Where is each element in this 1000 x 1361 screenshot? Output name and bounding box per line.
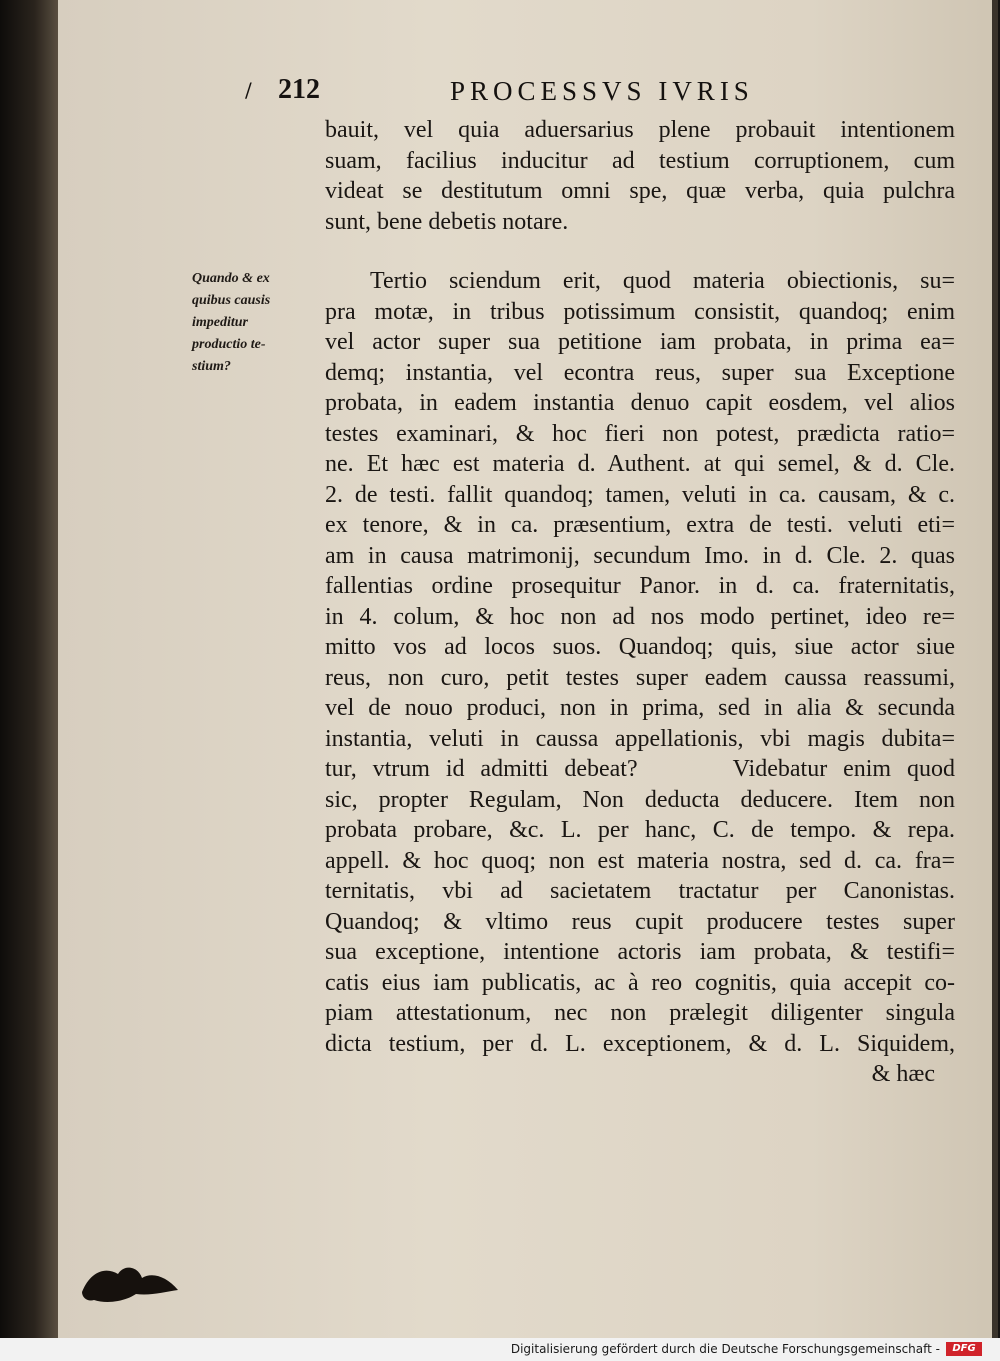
header-mark: / [245, 78, 252, 102]
body-text [325, 115, 955, 1090]
text-line: sunt, bene debetis notare. [325, 208, 569, 235]
ink-damage-blot [80, 1262, 180, 1308]
footer-credit: Digitalisierung gefördert durch die Deutsche Forschungsgemeinschaft - [510, 1342, 940, 1356]
text-line: in 4. colum, & hoc non ad nos modo pertinet, ideo re= [325, 603, 955, 630]
page-header [220, 72, 860, 112]
text-line: mitto vos ad locos suos. Quandoq; quis, siue actor siue [325, 634, 955, 660]
text-line: catis eius iam publicatis, ac à reo cognitis, quia accepit co- [325, 969, 955, 996]
text-line: reus, non curo, petit testes super eadem caussa reassumi, [325, 664, 955, 691]
text-line: sua exceptione, intentione actoris iam probata, & testifi= [325, 939, 955, 965]
text-line: piam attestationum, nec non prælegit diligenter singula [325, 1000, 955, 1026]
binding-gutter [0, 0, 58, 1338]
text-line: Tertio sciendum erit, quod materia obiectionis, su= [370, 268, 955, 294]
text-line: suam, facilius inducitur ad testium corruptionem, cum [325, 147, 955, 174]
dfg-logo: DFG [946, 1342, 982, 1356]
catchword: & hæc [871, 1061, 935, 1087]
margin-note-line: productio te- [192, 337, 266, 352]
text-line: dicta testium, per d. L. exceptionem, & d. L. Siquidem, [325, 1030, 955, 1057]
text-line: videat se destitutum omni spe, quæ verba, quia pulchra [325, 178, 955, 204]
paragraph-gap [325, 237, 955, 266]
margin-note [192, 268, 322, 378]
text-line: tur, vtrum id admitti debeat? Videbatur enim quod [325, 756, 955, 782]
page-edge [992, 0, 998, 1338]
text-line: 2. de testi. fallit quandoq; tamen, veluti in ca. causam, & c. [325, 481, 955, 508]
text-line: testes examinari, & hoc fieri non potest, prædicta ratio= [325, 420, 955, 447]
text-line: ternitatis, vbi ad sacietatem tractatur per Canonistas. [325, 878, 955, 904]
margin-note-line: quibus causis [192, 293, 271, 308]
running-title: PROCESSVS IVRIS [450, 76, 754, 106]
text-line: sic, propter Regulam, Non deducta deducere. Item non [325, 786, 955, 813]
digitization-footer [0, 1338, 1000, 1361]
text-line: probata probare, &c. L. per hanc, C. de tempo. & repa. [325, 817, 955, 843]
text-line: appell. & hoc quoq; non est materia nostra, sed d. ca. fra= [325, 847, 955, 874]
text-line: instantia, veluti in caussa appellationis, vbi magis dubita= [325, 725, 955, 752]
text-line: ne. Et hæc est materia d. Authent. at qui semel, & d. Cle. [325, 451, 955, 477]
text-line: probata, in eadem instantia denuo capit eosdem, vel alios [325, 390, 955, 416]
text-line: vel actor super sua petitione iam probata, in prima ea= [325, 329, 955, 355]
text-line: ex tenore, & in ca. præsentium, extra de testi. veluti eti= [325, 512, 955, 538]
margin-note-line: stium? [192, 359, 231, 374]
text-line: vel de nouo produci, non in prima, sed in alia & secunda [325, 695, 955, 721]
margin-note-line: Quando & ex [192, 271, 270, 286]
page-number: 212 [278, 74, 320, 105]
text-line: pra motæ, in tribus potissimum consistit, quandoq; enim [325, 298, 955, 325]
text-line: Quandoq; & vltimo reus cupit producere testes super [325, 908, 955, 935]
text-line: demq; instantia, vel econtra reus, super sua Exceptione [325, 359, 955, 386]
margin-note-line: impeditur [192, 315, 249, 330]
text-line: fallentias ordine prosequitur Panor. in d. ca. fraternitatis, [325, 573, 955, 599]
text-line: am in causa matrimonij, secundum Imo. in d. Cle. 2. quas [325, 542, 955, 569]
text-line: bauit, vel quia aduersarius plene probauit intentionem [325, 117, 955, 143]
